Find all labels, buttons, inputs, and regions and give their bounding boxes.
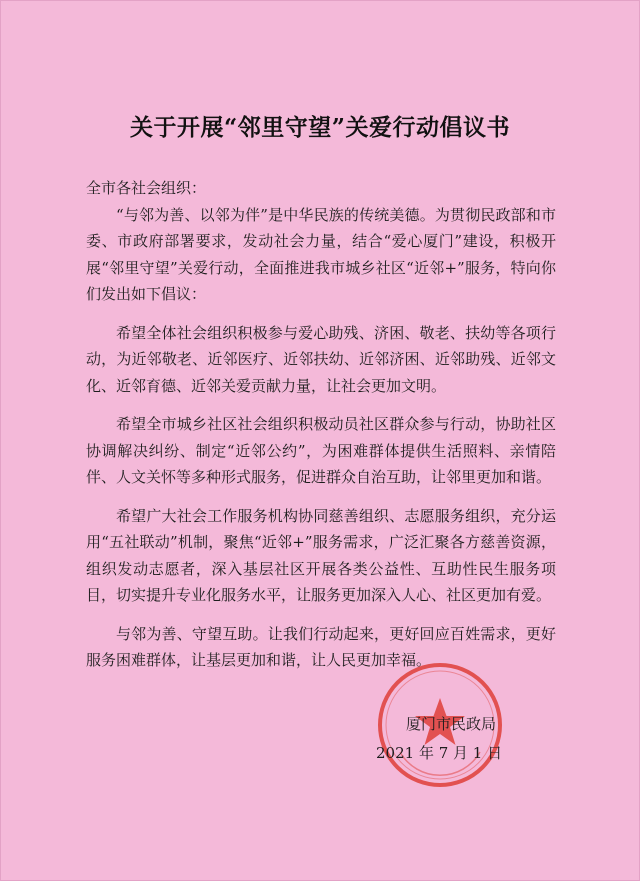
signature-organization: 厦门市民政局 bbox=[406, 715, 497, 733]
paragraph-3: 希望广大社会工作服务机构协同慈善组织、志愿服务组织，充分运用“五社联动”机制，聚焦“近邻+”服务需求，广泛汇聚各方慈善资源，组织发动志愿者，深入基层社区开展各类公益性、互助性民生服务项目，切实提升专业化服务水平，让服务更加深入人心、社区更加有爱。 bbox=[86, 506, 556, 604]
document-title: 关于开展“邻里守望”关爱行动倡议书 bbox=[130, 114, 510, 141]
signature-date: 2021 年 7 月 1 日 bbox=[376, 744, 503, 762]
paragraph-1: 希望全体社会组织积极参与爱心助残、济困、敬老、扶幼等各项行动，为近邻敬老、近邻医疗、近邻扶幼、近邻济困、近邻助残、近邻文化、近邻育德、近邻关爱贡献力量，让社会更加文明。 bbox=[86, 323, 556, 395]
document-body bbox=[86, 175, 556, 674]
salutation: 全市各社会组织： bbox=[86, 179, 207, 197]
paragraph-intro: “与邻为善、以邻为伴”是中华民族的传统美德。为贯彻民政部和市委、市政府部署要求，发动社会力量，结合“爱心厦门”建设，积极开展“邻里守望”关爱行动，全面推进我市城乡社区“近邻+”服务，特向你们发出如下倡议： bbox=[86, 205, 556, 303]
paragraph-2: 希望全市城乡社区社会组织积极动员社区群众参与行动，协助社区协调解决纠纷、制定“近邻公约”，为困难群体提供生活照料、亲情陪伴、人文关怀等多种形式服务，促进群众自治互助，让邻里更加和谐。 bbox=[86, 415, 556, 486]
paragraph-closing: 与邻为善、守望互助。让我们行动起来，更好回应百姓需求，更好服务困难群体，让基层更加和谐，让人民更加幸福。 bbox=[86, 624, 556, 669]
